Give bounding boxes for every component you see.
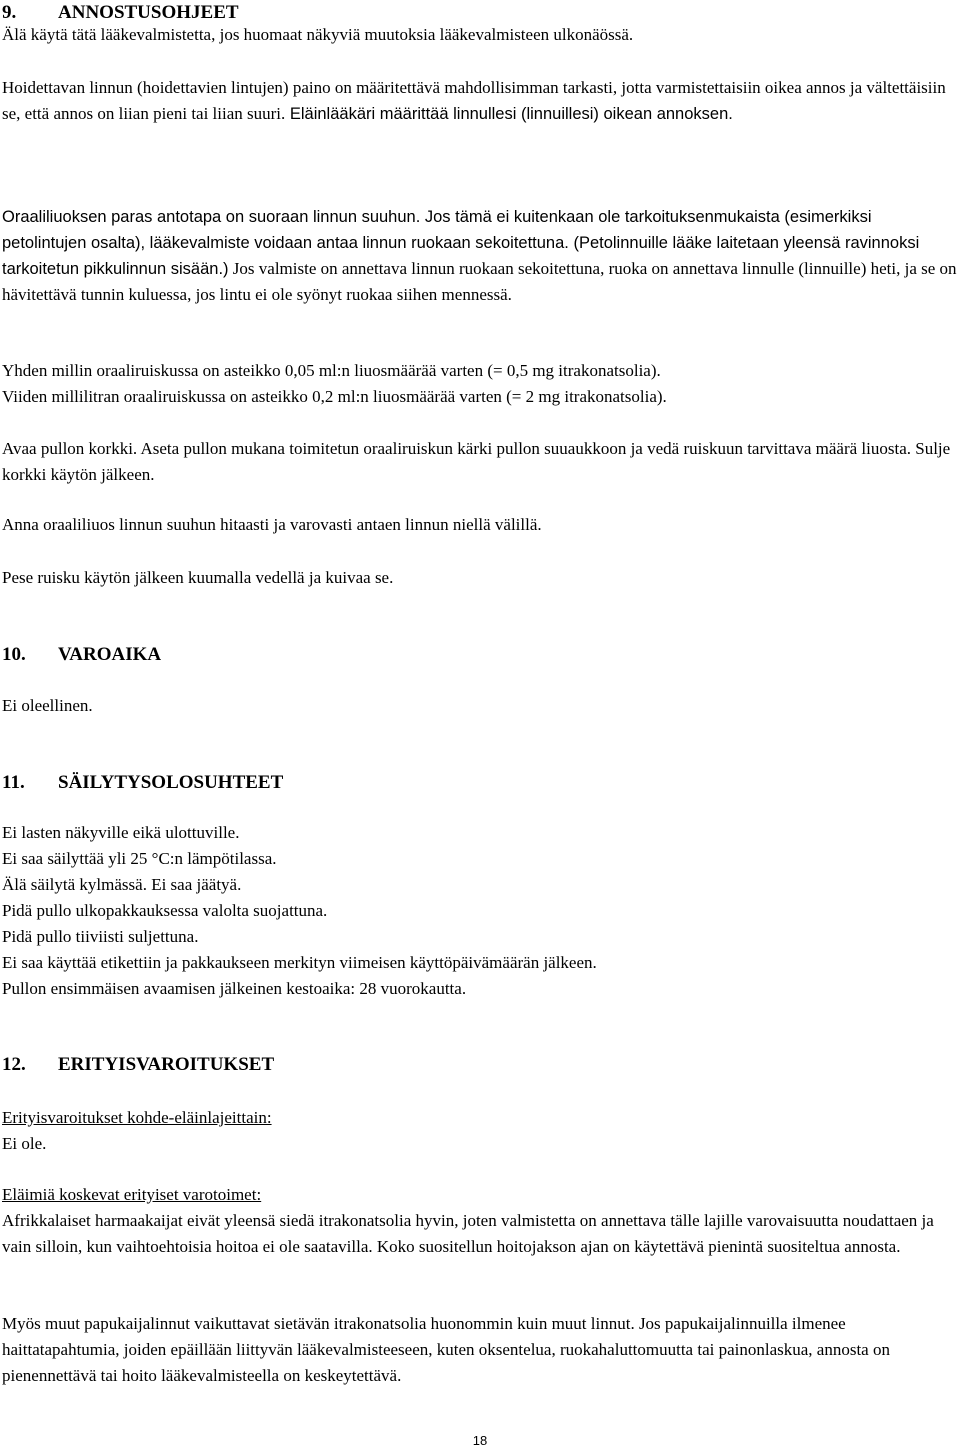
section-9-number: 9. [2, 2, 17, 23]
food-mixing-text: Jos tämä ei kuitenkaan ole tarkoituksenmukaista (esimerkiksi petolintujen osalta), lääkevalmiste voidaan antaa linnun ruokaan sekoitettuna. (Petolinnuille lääke laitetaan yleensä ravinnoksi tarkoitetun pikkulinnun sisään.) [2, 208, 920, 278]
section-9-syringe-5ml: Viiden millilitran oraaliruiskussa on asteikko 0,2 ml:n liuosmäärää varten (= 2 mg itrakonatsolia). [2, 387, 667, 406]
storage-line: Ei saa käyttää etikettiin ja pakkaukseen merkityn viimeisen käyttöpäivämäärän jälkeen. [2, 953, 597, 972]
page-number: 18 [472, 1433, 488, 1448]
section-12-heading [2, 1052, 958, 1078]
storage-line: Ei saa säilyttää yli 25 °C:n lämpötilassa. [2, 849, 277, 868]
section-10-number: 10. [2, 644, 26, 665]
section-11-heading [2, 770, 958, 796]
section-10-title: VAROAIKA [58, 644, 162, 665]
animal-precautions-paragraph-1: Afrikkalaiset harmaakaijat eivät yleensä siedä itrakonatsolia hyvin, joten valmistetta on annettava tälle lajille varovaisuutta noudattaen ja vain silloin, kun vaihtoehtoisia hoitoa ei ole saatavilla. Koko suositellun hoitojakson ajan on käytettävä pienintä suositeltua annosta. [2, 1211, 934, 1256]
section-9-paragraph-7: Pese ruisku käytön jälkeen kuumalla vedellä ja kuivaa se. [2, 568, 394, 587]
section-11-title: SÄILYTYSOLOSUHTEET [58, 772, 284, 793]
storage-list [2, 820, 958, 1002]
storage-line: Pidä pullo tiiviisti suljettuna. [2, 927, 199, 946]
section-12-number: 12. [2, 1054, 26, 1075]
animal-precautions-heading: Eläimiä koskevat erityiset varotoimet: [2, 1185, 262, 1204]
storage-line: Ei lasten näkyville eikä ulottuville. [2, 823, 240, 842]
food-discard-text: Jos valmiste on annettava linnun ruokaan sekoitettuna, ruoka on annettava linnulle (linnuille) heti, ja se on hävitettävä tunnin kuluessa, jos lintu ei ole syönyt ruokaa siihen mennessä. [2, 259, 957, 304]
storage-line: Pullon ensimmäisen avaamisen jälkeinen kestoaika: 28 vuorokautta. [2, 979, 467, 998]
section-9-title: ANNOSTUSOHJEET [58, 2, 239, 23]
target-species-warnings-text: Ei ole. [2, 1134, 47, 1153]
animal-precautions-paragraph-2: Myös muut papukaijalinnut vaikuttavat sietävän itrakonatsolia huonommin kuin muut linnut. Jos papukaijalinnuilla ilmenee haittatapahtumia, joiden epäillään liittyvän lääkevalmisteeseen, kuten oksentelua, ruokahaluttomuutta tai painonlaskua, annosta on pienennettävä tai hoito lääkevalmisteella on keskeytettävä. [2, 1314, 890, 1385]
target-species-warnings-heading: Erityisvaroitukset kohde-eläinlajeittain: [2, 1108, 272, 1127]
section-11-number: 11. [2, 772, 25, 793]
section-12-title: ERITYISVAROITUKSET [58, 1054, 275, 1075]
vet-dose-text: Eläinlääkäri määrittää linnullesi (linnuillesi) oikean annoksen. [285, 105, 733, 123]
section-9-syringe-1ml: Yhden millin oraaliruiskussa on asteikko 0,05 ml:n liuosmäärää varten (= 0,5 mg itrakonatsolia). [2, 361, 661, 380]
weight-text: Hoidettavan linnun (hoidettavien lintujen) paino on määritettävä mahdollisimman tarkasti, jotta varmistettaisiin oikea annos ja vältettäisiin se, että annos on liian pieni tai liian suuri. [2, 78, 946, 123]
storage-line: Pidä pullo ulkopakkauksessa valolta suojattuna. [2, 901, 328, 920]
section-10-paragraph-1: Ei oleellinen. [2, 696, 93, 715]
section-9-paragraph-6: Anna oraaliliuos linnun suuhun hitaasti ja varovasti antaen linnun niellä välillä. [2, 515, 542, 534]
section-9-paragraph-2 [2, 75, 958, 127]
section-9-paragraph-1: Älä käytä tätä lääkevalmistetta, jos huomaat näkyviä muutoksia lääkevalmisteen ulkonäössä. [2, 25, 634, 44]
section-9-paragraph-5: Avaa pullon korkki. Aseta pullon mukana toimitetun oraaliruiskun kärki pullon suuaukkoon ja vedä ruiskuun tarvittava määrä liuosta. Sulje korkki käytön jälkeen. [2, 439, 951, 484]
section-9-paragraph-3 [2, 204, 958, 308]
oral-route-text: Oraaliliuoksen paras antotapa on suoraan linnun suuhun. [2, 208, 421, 226]
section-10-heading [2, 642, 958, 668]
storage-line: Älä säilytä kylmässä. Ei saa jäätyä. [2, 875, 242, 894]
